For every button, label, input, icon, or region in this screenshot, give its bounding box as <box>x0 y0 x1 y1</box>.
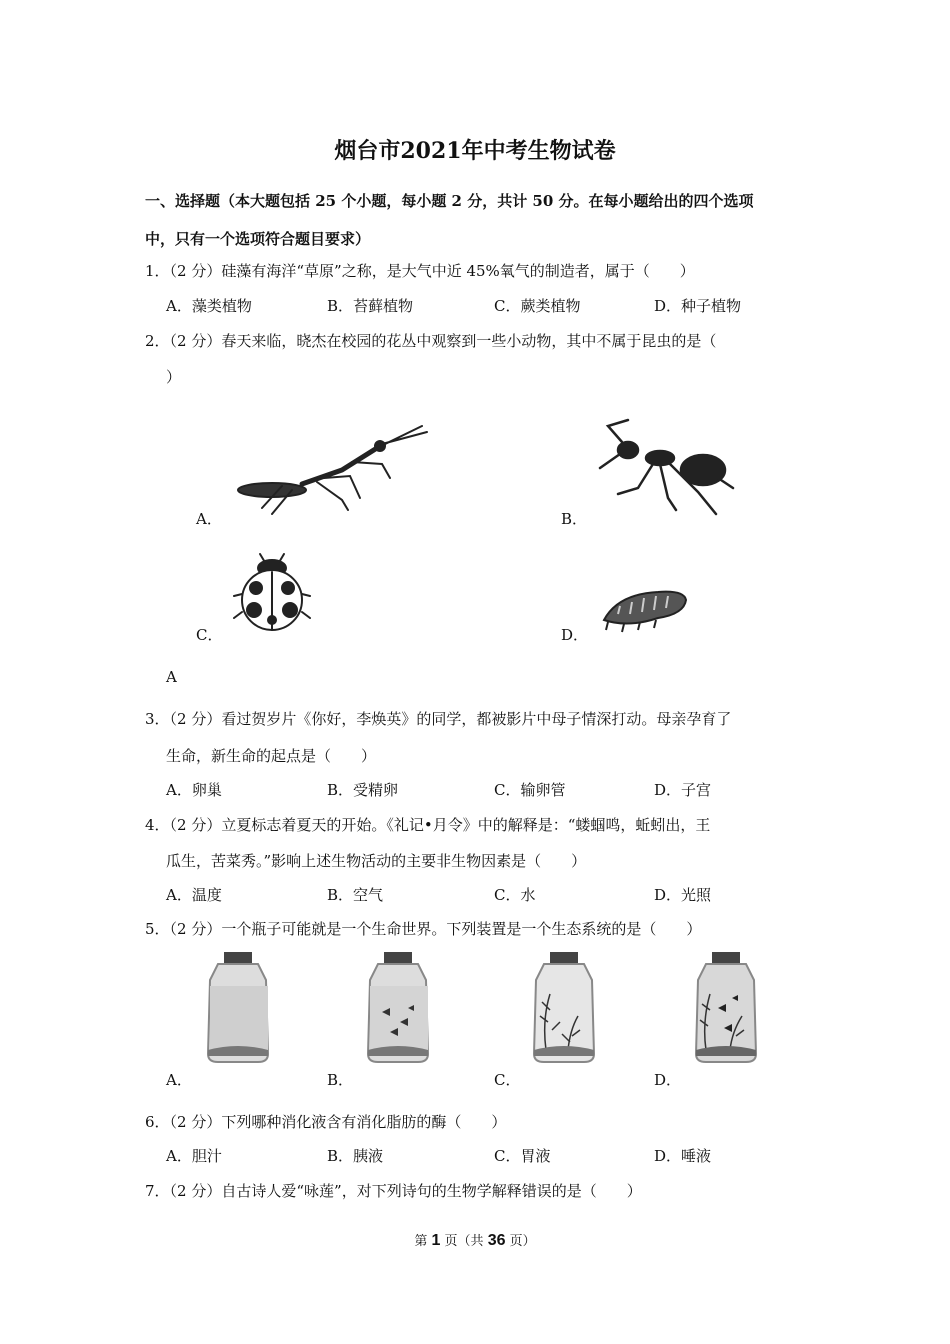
question-5: 5．（2 分）一个瓶子可能就是一个生命世界。下列装置是一个生态系统的是（ ） <box>145 920 702 938</box>
q1-option-b: B．苔藓植物 <box>327 297 414 315</box>
q2-image-label-c: C． <box>196 626 223 644</box>
q5-image-label-d: D． <box>654 1071 682 1089</box>
question-6: 6．（2 分）下列哪种消化液含有消化脂肪的酶（ ） <box>145 1113 507 1131</box>
q1-option-a: A．藻类植物 <box>166 297 252 315</box>
q2-image-label-d: D． <box>561 626 589 644</box>
q2-stray-answer: A <box>166 668 177 686</box>
page-footer <box>0 1230 950 1250</box>
q4-option-a: A．温度 <box>166 886 222 904</box>
question-3: 3．（2 分）看过贺岁片《你好，李焕英》的同学，都被影片中母子情深打动。母亲孕育了 <box>145 710 732 728</box>
footer-middle: 页（共 <box>440 1234 488 1249</box>
larva-image <box>598 584 690 636</box>
q6-option-b: B．胰液 <box>327 1147 384 1165</box>
footer-page-number: 1 <box>431 1232 441 1249</box>
footer-total-pages: 36 <box>487 1232 506 1249</box>
question-1: 1．（2 分）硅藻有海洋“草原”之称，是大气中近 45%氧气的制造者，属于（ ） <box>145 262 695 280</box>
q6-option-a: A．胆汁 <box>166 1147 222 1165</box>
q4-option-b: B．空气 <box>327 886 384 904</box>
q4-option-c: C．水 <box>494 886 536 904</box>
jar-a-image <box>196 950 280 1066</box>
jar-c-image <box>522 950 606 1066</box>
question-2: 2．（2 分）春天来临，晓杰在校园的花丛中观察到一些小动物，其中不属于昆虫的是（ <box>145 332 717 350</box>
q5-image-label-a: A． <box>166 1071 192 1089</box>
question-2-cont: ） <box>166 368 182 386</box>
q3-option-b: B．受精卵 <box>327 781 399 799</box>
footer-suffix: 页） <box>505 1234 536 1249</box>
q3-option-c: C．输卵管 <box>494 781 566 799</box>
question-7: 7．（2 分）自古诗人爱“咏莲”，对下列诗句的生物学解释错误的是（ ） <box>145 1182 642 1200</box>
q2-image-label-a: A． <box>196 510 222 528</box>
q5-image-label-b: B． <box>327 1071 354 1089</box>
q1-option-d: D．种子植物 <box>654 297 742 315</box>
q5-image-label-c: C． <box>494 1071 521 1089</box>
ant-image <box>598 418 738 518</box>
section-heading-line2: 中，只有一个选项符合题目要求） <box>145 230 371 248</box>
question-4: 4．（2 分）立夏标志着夏天的开始。《礼记•月令》中的解释是：“蝼蝈鸣，蚯蚓出，王 <box>145 816 711 834</box>
q2-image-label-b: B． <box>561 510 588 528</box>
q1-option-c: C．蕨类植物 <box>494 297 581 315</box>
ladybug-image <box>232 550 312 634</box>
question-4-cont: 瓜生，苦菜秀。”影响上述生物活动的主要非生物因素是（ ） <box>166 852 587 870</box>
q3-option-d: D．子宫 <box>654 781 712 799</box>
jar-b-image <box>356 950 440 1066</box>
q3-option-a: A．卵巢 <box>166 781 222 799</box>
q6-option-d: D．唾液 <box>654 1147 712 1165</box>
q4-option-d: D．光照 <box>654 886 712 904</box>
section-heading-line1: 一、选择题（本大题包括 25 个小题，每小题 2 分，共计 50 分。在每小题给出的四个选项 <box>145 192 754 210</box>
footer-prefix: 第 <box>414 1234 432 1249</box>
q6-option-c: C．胃液 <box>494 1147 551 1165</box>
question-3-cont: 生命，新生命的起点是（ ） <box>166 747 377 765</box>
page-title: 烟台市2021年中考生物试卷 <box>334 138 616 164</box>
mantis-image <box>232 418 432 518</box>
jar-d-image <box>684 950 768 1066</box>
